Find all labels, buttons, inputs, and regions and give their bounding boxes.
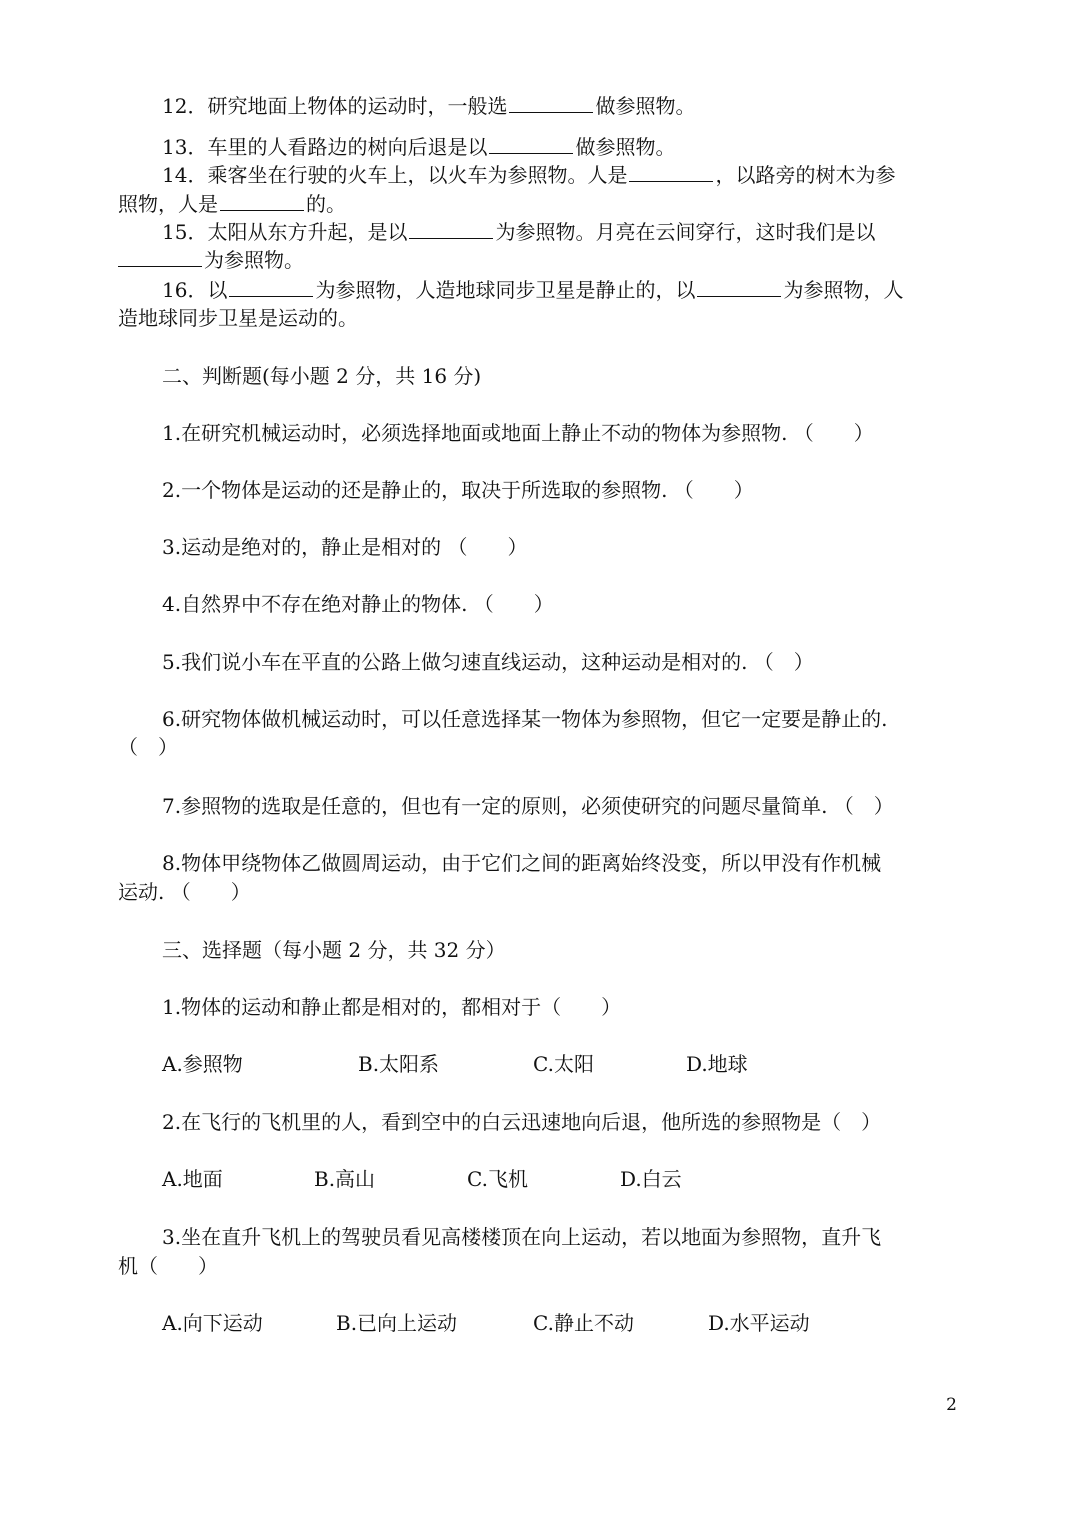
choice-2-option-a: A.地面 [162, 1167, 223, 1191]
fill-question-12: 12．研究地面上物体的运动时，一般选 做参照物。 [162, 94, 696, 118]
answer-blank [509, 92, 593, 113]
choice-question-3-stem-line1: 3.坐在直升飞机上的驾驶员看见高楼楼顶在向上运动，若以地面为参照物，直升飞 [162, 1225, 882, 1249]
section-heading-choice: 三、选择题（每小题 2 分，共 32 分） [162, 938, 506, 962]
judgement-item-6-line2: （ ） [118, 735, 178, 759]
choice-3-option-a: A.向下运动 [162, 1311, 263, 1335]
choice-1-option-d: D.地球 [686, 1052, 748, 1076]
judgement-item-4: 4.自然界中不存在绝对静止的物体. （ ） [162, 592, 554, 616]
fill-question-16-line2: 造地球同步卫星是运动的。 [118, 306, 358, 330]
judgement-item-2: 2.一个物体是运动的还是静止的，取决于所选取的参照物. （ ） [162, 478, 754, 502]
choice-2-option-c: C.飞机 [467, 1167, 528, 1191]
choice-question-2-stem: 2.在飞行的飞机里的人，看到空中的白云迅速地向后退，他所选的参照物是（ ） [162, 1110, 882, 1134]
fill-question-14-line1: 14．乘客坐在行驶的火车上，以火车为参照物。人是 ，以路旁的树木为参 [162, 163, 896, 187]
choice-question-3-stem-line2: 机（ ） [118, 1254, 218, 1278]
choice-1-option-c: C.太阳 [533, 1052, 594, 1076]
choice-3-option-b: B.已向上运动 [336, 1311, 458, 1335]
answer-blank [697, 276, 781, 297]
answer-blank [629, 161, 713, 182]
answer-blank [118, 246, 202, 267]
judgement-item-7: 7.参照物的选取是任意的，但也有一定的原则，必须使研究的问题尽量简单. （ ） [162, 794, 894, 818]
judgement-item-1: 1.在研究机械运动时，必须选择地面或地面上静止不动的物体为参照物. （ ） [162, 421, 874, 445]
choice-3-option-d: D.水平运动 [708, 1311, 810, 1335]
judgement-item-8-line2: 运动. （ ） [118, 880, 251, 904]
choice-1-option-a: A.参照物 [162, 1052, 243, 1076]
judgement-item-8-line1: 8.物体甲绕物体乙做圆周运动，由于它们之间的距离始终没变，所以甲没有作机械 [162, 851, 882, 875]
fill-question-15-line2: 为参照物。 [0, 246, 1075, 274]
fill-question-14-line2: 照物，人是 的。 [118, 192, 346, 216]
section-heading-judgement: 二、判断题(每小题 2 分，共 16 分) [162, 364, 482, 388]
choice-question-1-stem: 1.物体的运动和静止都是相对的，都相对于（ ） [162, 995, 622, 1019]
judgement-item-6-line1: 6.研究物体做机械运动时，可以任意选择某一物体为参照物，但它一定要是静止的. [162, 707, 888, 731]
fill-question-15-line1: 15．太阳从东方升起，是以 为参照物。月亮在云间穿行，这时我们是以 [162, 220, 876, 244]
fill-question-16-line1: 16．以 为参照物，人造地球同步卫星是静止的，以 为参照物，人 [162, 278, 904, 302]
choice-1-option-b: B.太阳系 [358, 1052, 440, 1076]
choice-2-option-d: D.白云 [620, 1167, 682, 1191]
answer-blank [229, 276, 313, 297]
judgement-item-3: 3.运动是绝对的，静止是相对的 （ ） [162, 535, 528, 559]
choice-2-option-b: B.高山 [314, 1167, 376, 1191]
answer-blank [220, 190, 304, 211]
fill-question-13: 13．车里的人看路边的树向后退是以 做参照物。 [162, 135, 676, 159]
page-number: 2 [946, 1395, 957, 1415]
choice-3-option-c: C.静止不动 [533, 1311, 634, 1335]
answer-blank [409, 218, 493, 239]
answer-blank [489, 133, 573, 154]
judgement-item-5: 5.我们说小车在平直的公路上做匀速直线运动，这种运动是相对的. （ ） [162, 650, 814, 674]
